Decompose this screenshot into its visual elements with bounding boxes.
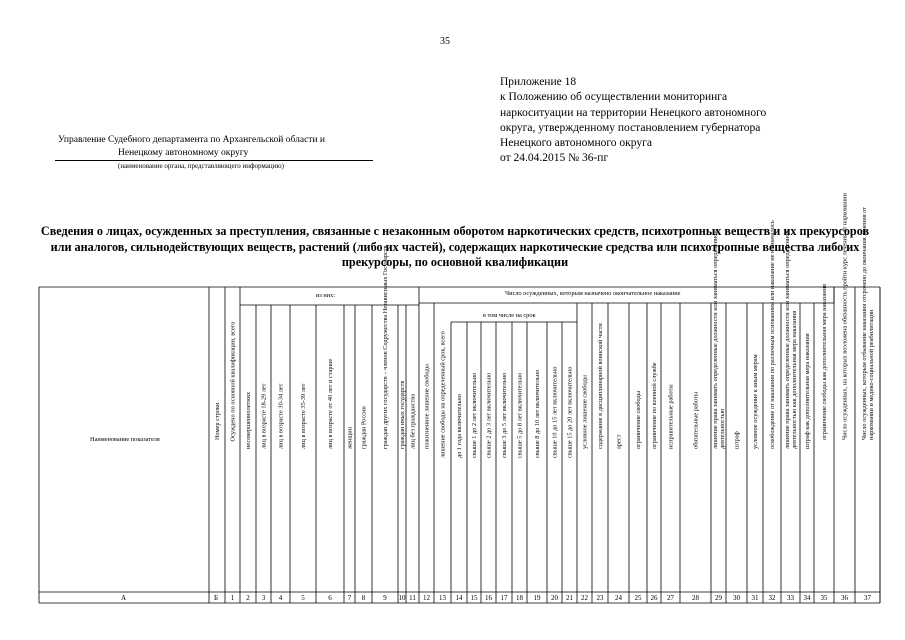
numbering-cell: 32: [768, 594, 776, 602]
column-header: свыше 1 до 2 лет включительно: [471, 372, 478, 458]
numbering-cell: 7: [347, 594, 352, 602]
numbering-cell: 6: [328, 594, 332, 602]
page-number: 35: [440, 36, 450, 47]
column-header: свыше 3 до 5 лет включительно: [501, 372, 508, 458]
numbering-cell: 25: [634, 594, 642, 602]
numbering-cell: 26: [650, 594, 658, 602]
column-header: лиц в возрасте 30-34 лет: [277, 383, 285, 449]
column-header: пожизненное лишение свободы: [423, 364, 431, 449]
column-header: лиц без гражданства: [409, 394, 417, 449]
numbering-cell: 30: [733, 594, 740, 602]
appendix-line: от 24.04.2015 № 36-пг: [500, 152, 609, 165]
row-number-header: Номер строки: [214, 402, 221, 440]
report-title: Сведения о лицах, осужденных за преступления, связанные с незаконным оборотом наркотических средств, психотропных веществ и их прекурсоров или аналогов, сильнодействующих веществ, растений (либо их частей), содержащих наркотические средства или психотропные вещества либо их прекурсоры, по основной квалификации: [40, 224, 870, 270]
column-header: лишение свободы на определенный срок, всего: [439, 331, 447, 458]
organization-caption: (наименование органа, представляющего информацию): [118, 162, 284, 170]
numbering-cell: 16: [485, 594, 492, 602]
numbering-cell: 11: [409, 594, 416, 602]
group-header-final-penalty: Число осужденных, которым назначено окончательное наказание: [505, 290, 681, 297]
numbering-cell: 27: [667, 594, 674, 602]
column-header: содержание в дисциплинарной воинской части: [597, 323, 604, 449]
organization-name-line2: Ненецкому автономному округу: [118, 148, 249, 158]
column-header: штраф как дополнительная мера наказания: [804, 333, 811, 449]
numbering-cell: Б: [214, 594, 219, 602]
numbering-cell: 21: [566, 594, 573, 602]
column-header: Осуждено по основной квалификации, всего: [229, 321, 237, 442]
column-header: ограничение свободы как дополнительная мера наказания: [821, 284, 828, 440]
numbering-cell: 20: [551, 594, 558, 602]
column-header: ограничение свободы: [635, 391, 642, 449]
column-header: лиц в возрасте от 40 лет и старше: [327, 358, 334, 449]
numbering-cell: 33: [787, 594, 794, 602]
numbering-cell: 19: [533, 594, 541, 602]
column-header: обязательные работы: [692, 392, 700, 449]
column-header: условное осуждение к иным мерам: [752, 354, 759, 449]
numbering-cell: 31: [751, 594, 759, 602]
column-header: свыше 5 до 8 лет включительно: [516, 372, 524, 458]
numbering-cell: 17: [500, 594, 508, 602]
numbering-cell: 22: [581, 594, 588, 602]
numbering-cell: 15: [470, 594, 478, 602]
indicator-header: Наименование показателя: [90, 436, 160, 443]
numbering-cell: 35: [820, 594, 828, 602]
numbering-cell: 12: [423, 594, 430, 602]
column-header: свыше 10 до 15 лет включительно: [551, 366, 559, 458]
column-header: до 1 года включительно: [456, 394, 463, 458]
numbering-cell: 37: [864, 594, 871, 602]
numbering-cell: 5: [301, 594, 305, 602]
column-header: ограничение по военной службе: [651, 362, 658, 449]
numbering-cell: 23: [596, 594, 604, 602]
numbering-cell: 14: [455, 594, 463, 602]
group-header-them: из них:: [316, 292, 336, 299]
organization-name-line1: Управление Судебного департамента по Архангельской области и: [58, 135, 325, 145]
numbering-cell: 36: [841, 594, 848, 602]
column-header: лишение права занимать определенные должности или заниматься определеннойдеятельностью как дополнительная мера наказания: [784, 230, 798, 449]
column-header: граждан иных государств: [399, 380, 406, 449]
group-header-term: в том числе на срок: [483, 312, 536, 319]
numbering-cell: 9: [383, 594, 387, 602]
column-header: женщин: [346, 426, 354, 449]
column-header: Число осужденных, которым отбывание наказания отсрочено до окончания лечения отнаркомании и медико-социальной реабилитации: [861, 207, 875, 440]
numbering-cell: 1: [230, 594, 235, 602]
numbering-cell: 34: [803, 594, 811, 602]
column-header: лиц в возрасте 35-39 лет: [300, 383, 307, 449]
column-header: освобождение от наказания по различным основаниям или наказание не назначалось: [769, 220, 776, 449]
column-header: несовершеннолетних: [245, 391, 252, 449]
appendix-line: к Положению об осуществлении мониторинга: [500, 91, 728, 104]
column-header: арест: [615, 434, 623, 449]
numbering-cell: А: [121, 594, 127, 602]
numbering-cell: 28: [692, 594, 699, 602]
numbering-cell: 8: [361, 594, 366, 602]
column-header: условное лишение свободы: [581, 375, 589, 449]
column-header: свыше 2 до 3 лет включительно: [485, 372, 493, 458]
column-header: граждан других государств – членов Содружества Независимых Государств: [382, 245, 389, 449]
column-header: свыше 8 до 10 лет включительно: [534, 369, 541, 458]
appendix-line: Приложение 18: [500, 76, 577, 88]
numbering-cell: 18: [516, 594, 523, 602]
numbering-cell: 3: [261, 594, 266, 602]
column-header: исправительные работы: [667, 384, 675, 449]
column-header: лишение права занимать определенные должности или заниматься определеннойдеятельностью: [712, 230, 726, 449]
numbering-cell: 29: [715, 594, 722, 602]
numbering-cell: 2: [246, 594, 250, 602]
numbering-cell: 10: [398, 594, 406, 602]
column-header: штраф: [733, 431, 741, 449]
appendix-line: округа, утвержденному постановлением губернатора: [500, 121, 761, 134]
appendix-line: наркоситуации на территории Ненецкого автономного: [500, 106, 767, 119]
column-header: лиц в возрасте 18-29 лет: [260, 383, 268, 449]
numbering-cell: 13: [439, 594, 446, 602]
column-header: Число осужденных, на которых возложена обязанность пройти курс лечения от наркомании: [841, 193, 849, 440]
numbering-cell: 24: [615, 594, 622, 602]
column-header: граждан России: [360, 406, 368, 449]
column-header: свыше 15 до 20 лет включительно: [566, 366, 574, 458]
appendix-line: Ненецкого автономного округа: [500, 137, 652, 150]
numbering-cell: 4: [278, 594, 283, 602]
